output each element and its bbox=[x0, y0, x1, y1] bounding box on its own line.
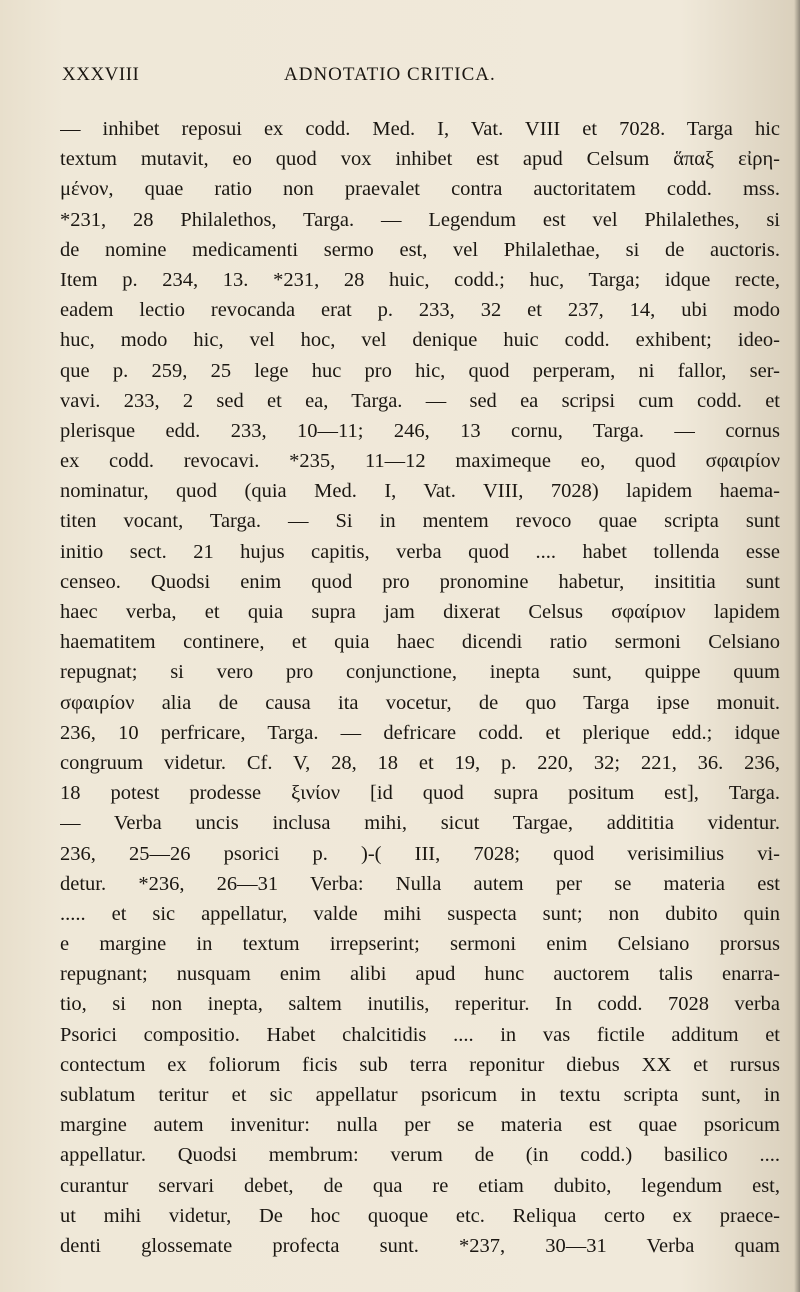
text-line: ..... et sic appellatur, valde mihi suspecta sunt; non dubito quin bbox=[60, 902, 780, 925]
text-line: 236, 10 perfricare, Targa. — defricare codd. et plerique edd.; idque bbox=[60, 721, 780, 744]
text-line: titen vocant, Targa. — Si in mentem revoco quae scripta sunt bbox=[60, 510, 780, 533]
text-line: curantur servari debet, de qua re etiam dubito, legendum est, bbox=[60, 1174, 780, 1197]
text-line: e margine in textum irrepserint; sermoni enim Celsiano prorsus bbox=[60, 933, 780, 956]
text-line: ut mihi videtur, De hoc quoque etc. Reliqua certo ex praece- bbox=[60, 1204, 780, 1227]
text-line: Item p. 234, 13. *231, 28 huic, codd.; huc, Targa; idque recte, bbox=[60, 268, 780, 291]
critical-notes-text bbox=[60, 114, 780, 1261]
text-line: μένον, quae ratio non praevalet contra auctoritatem codd. mss. bbox=[60, 178, 780, 201]
text-line: repugnant; nusquam enim alibi apud hunc auctorem talis enarra- bbox=[60, 963, 780, 986]
text-line: tio, si non inepta, saltem inutilis, reperitur. In codd. 7028 verba bbox=[60, 993, 780, 1016]
text-line: — Verba uncis inclusa mihi, sicut Targae, addititia videntur. bbox=[60, 812, 780, 835]
text-line: *231, 28 Philalethos, Targa. — Legendum est vel Philalethes, si bbox=[60, 208, 780, 231]
text-line: — inhibet reposui ex codd. Med. I, Vat. VIII et 7028. Targa hic bbox=[60, 118, 780, 140]
text-line: Psorici compositio. Habet chalcitidis .... in vas fictile additum et bbox=[60, 1023, 780, 1046]
text-line: ex codd. revocavi. *235, 11—12 maximeque eo, quod σφαιρίον bbox=[60, 450, 780, 473]
text-line: margine autem invenitur: nulla per se materia est quae psoricum bbox=[60, 1114, 780, 1137]
running-title: ADNOTATIO CRITICA. bbox=[284, 64, 496, 85]
text-line: de nomine medicamenti sermo est, vel Philalethae, si de auctoris. bbox=[60, 238, 780, 261]
text-line: appellatur. Quodsi membrum: verum de (in codd.) basilico .... bbox=[60, 1144, 780, 1167]
text-line: haematitem continere, et quia haec dicendi ratio sermoni Celsiano bbox=[60, 631, 780, 654]
text-line: 18 potest prodesse ξινίον [id quod supra positum est], Targa. bbox=[60, 782, 780, 805]
text-line: sublatum teritur et sic appellatur psoricum in textu scripta sunt, in bbox=[60, 1084, 780, 1106]
text-line: eadem lectio revocanda erat p. 233, 32 et 237, 14, ubi modo bbox=[60, 299, 780, 322]
page-number: XXXVIII bbox=[62, 64, 140, 85]
text-line: huc, modo hic, vel hoc, vel denique huic codd. exhibent; ideo- bbox=[60, 329, 780, 352]
text-line: repugnat; si vero pro conjunctione, inepta sunt, quippe quum bbox=[60, 661, 780, 684]
text-line: textum mutavit, eo quod vox inhibet est apud Celsum ἅπαξ εἰρη- bbox=[60, 148, 780, 171]
text-line: contectum ex foliorum ficis sub terra reponitur diebus XX et rursus bbox=[60, 1053, 780, 1076]
text-line: denti glossemate profecta sunt. *237, 30—31 Verba quam bbox=[60, 1234, 780, 1257]
text-line: 236, 25—26 psorici p. )-( III, 7028; quod verisimilius vi- bbox=[60, 842, 780, 865]
text-line: congruum videtur. Cf. V, 28, 18 et 19, p. 220, 32; 221, 36. 236, bbox=[60, 751, 780, 774]
text-line: que p. 259, 25 lege huc pro hic, quod perperam, ni fallor, ser- bbox=[60, 359, 780, 382]
page-edge-shadow bbox=[794, 0, 800, 1292]
page-header bbox=[62, 64, 762, 94]
text-line: nominatur, quod (quia Med. I, Vat. VIII, 7028) lapidem haema- bbox=[60, 480, 780, 503]
text-line: plerisque edd. 233, 10—11; 246, 13 cornu, Targa. — cornus bbox=[60, 419, 780, 442]
text-line: initio sect. 21 hujus capitis, verba quod .... habet tollenda esse bbox=[60, 540, 780, 563]
text-line: σφαιρίον alia de causa ita vocetur, de quo Targa ipse monuit. bbox=[60, 691, 780, 714]
text-line: detur. *236, 26—31 Verba: Nulla autem per se materia est bbox=[60, 872, 780, 895]
text-line: vavi. 233, 2 sed et ea, Targa. — sed ea scripsi cum codd. et bbox=[60, 389, 780, 412]
text-line: censeo. Quodsi enim quod pro pronomine habetur, insititia sunt bbox=[60, 570, 780, 593]
text-line: haec verba, et quia supra jam dixerat Celsus σφαίριον lapidem bbox=[60, 601, 780, 623]
